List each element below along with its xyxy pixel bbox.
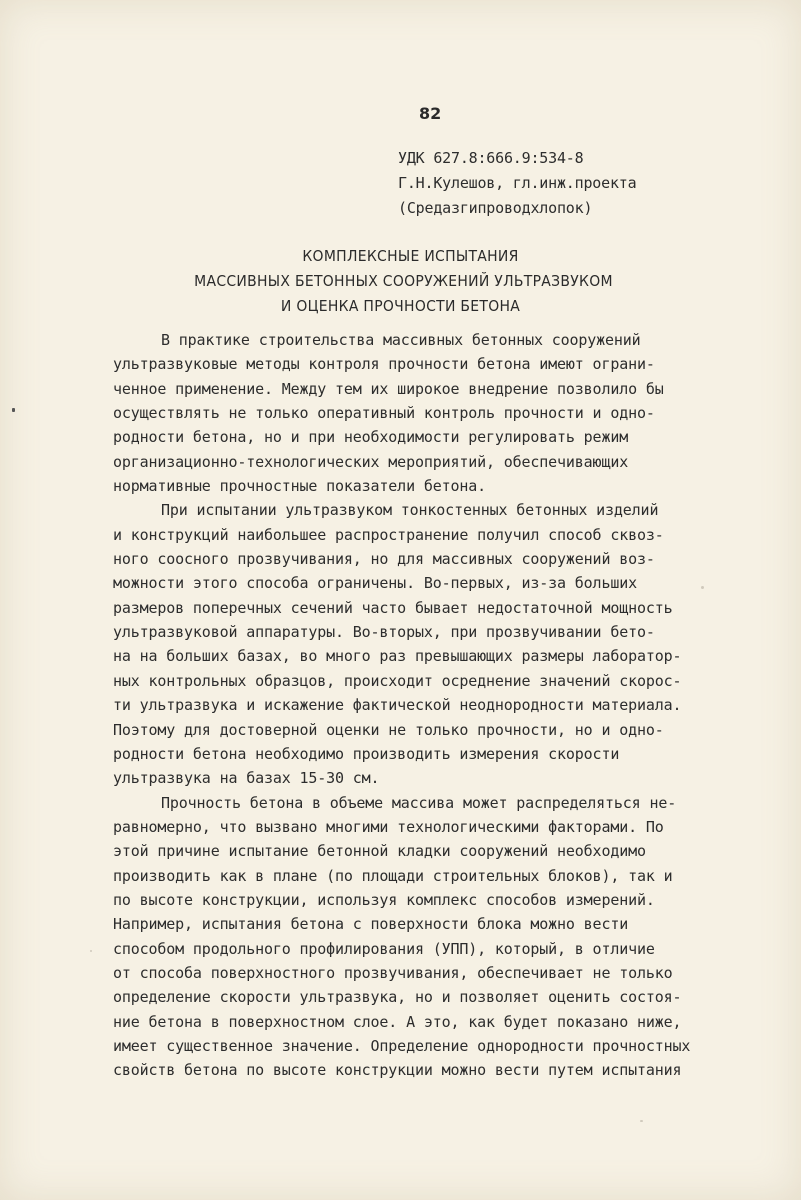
title-line: МАССИВНЫХ БЕТОННЫХ СООРУЖЕНИЙ УЛЬТРАЗВУКОМ [194,272,613,290]
article-title [0,244,801,319]
title-line: КОМПЛЕКСНЫЕ ИСПЫТАНИЯ [302,247,519,265]
text-line: на на больших базах, во много раз превышающих размеры лаборатор- [113,647,682,666]
text-line: В практике строительства массивных бетонных сооружений [161,331,641,349]
text-line: ультразвуковые методы контроля прочности бетона имеют ограни- [113,355,655,374]
text-line: определение скорости ультразвука, но и позволяет оценить состоя- [113,988,682,1007]
body-text [113,328,763,1083]
text-line: размеров поперечных сечений часто бывает недостаточной мощность [113,598,673,617]
text-line: При испытании ультразвуком тонкостенных бетонных изделий [161,501,659,520]
text-line: ного соосного прозвучивания, но для массивных сооружений воз- [113,550,655,569]
text-line: производить как в плане (по площади строительных блоков), так и [113,866,673,885]
text-line: имеет существенное значение. Определение однородности прочностных [113,1036,691,1055]
text-line: можности этого способа ограничены. Во-первых, из-за больших [113,574,637,593]
text-line: ных контрольных образцов, происходит осреднение значений скорос- [113,671,682,690]
text-line: ти ультразвука и искажение фактической неоднородности материала. [113,696,682,715]
page-number: 82 [419,104,442,123]
text-line: равномерно, что вызвано многими технологическими факторами. По [113,817,664,836]
header-block [398,146,636,221]
text-line: Прочность бетона в объеме массива может распределяться не- [161,793,677,812]
organization-line: (Средазгипроводхлопок) [398,199,593,217]
udk-code: УДК 627.8:666.9:534-8 [398,149,584,167]
text-line: этой причине испытание бетонной кладки сооружений необходимо [113,842,646,861]
text-line: ультразвуковой аппаратуры. Во-вторых, при прозвучивании бето- [113,623,655,642]
text-line: по высоте конструкции, используя комплекс способов измерений. [113,890,655,909]
text-line: ченное применение. Между тем их широкое внедрение позволило бы [113,379,664,398]
text-line: свойств бетона по высоте конструкции можно вести путем испытания [113,1061,682,1080]
text-line: Поэтому для достоверной оценки не только прочности, но и одно- [113,720,664,739]
text-line: родности бетона необходимо производить измерения скорости [113,744,620,763]
text-line: и конструкций наибольшее распространение получил способ сквоз- [113,525,664,544]
margin-mark [12,408,15,412]
text-line: нормативные прочностные показатели бетона. [113,477,486,496]
text-line: родности бетона, но и при необходимости регулировать режим [113,428,629,447]
text-line: ультразвука на базах 15-30 см. [113,769,380,788]
text-line: организационно-технологических мероприятий, обеспечивающих [113,452,629,471]
text-line: от способа поверхностного прозвучивания, обеспечивает не только [113,963,673,982]
title-line: И ОЦЕНКА ПРОЧНОСТИ БЕТОНА [280,297,521,315]
author-line: Г.Н.Кулешов, гл.инж.проекта [398,174,637,192]
text-line: осуществлять не только оперативный контроль прочности и одно- [113,404,655,423]
text-line: способом продольного профилирования (УПП), который, в отличие [113,939,655,958]
text-line: ние бетона в поверхностном слое. А это, как будет показано ниже, [113,1012,682,1031]
text-line: Например, испытания бетона с поверхности блока можно вести [113,915,629,934]
